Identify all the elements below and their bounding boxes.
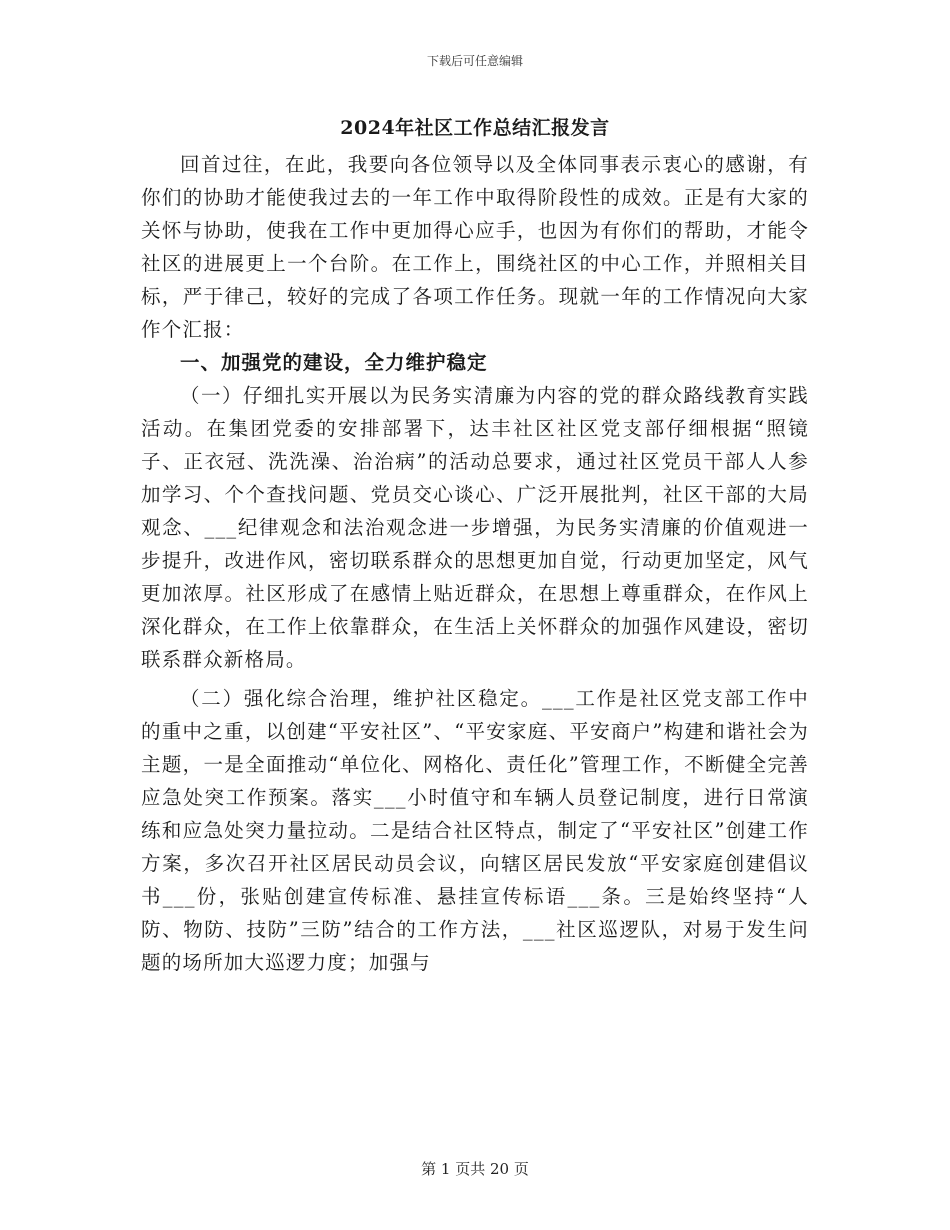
page-footer: 第 1 页共 20 页 (421, 1160, 529, 1178)
page-header-note: 下载后可任意编辑 (426, 54, 523, 68)
paragraph-2: （二）强化综合治理，维护社区稳定。___工作是社区党支部工作中的重中之重，以创建“平安社区”、“平安家庭、平安商户”构建和谐社会为主题，一是全面推动“单位化、网格化、责任化”管理工作，不断健全完善应急处突工作预案。落实___小时值守和车辆人员登记制度，进行日常演练和应急处突力量拉动。二是结合社区特点，制定了“平安社区”创建工作方案，多次召开社区居民动员会议，向辖区居民发放“平安家庭创建倡议书___份，张贴创建宣传标准、悬挂宣传标语___条。三是始终坚持“人防、物防、技防”三防”结合的工作方法，___社区巡逻队，对易于发生问题的场所加大巡逻力度；加强与 (141, 687, 809, 974)
document-title: 2024年社区工作总结汇报发言 (340, 117, 610, 139)
section-heading-1: 一、加强党的建设，全力维护稳定 (180, 351, 488, 374)
paragraph-1: （一）仔细扎实开展以为民务实清廉为内容的党的群众路线教育实践活动。在集团党委的安排部署下，达丰社区社区党支部仔细根据“照镜子、正衣冠、洗洗澡、治治病”的活动总要求，通过社区党员干部人人参加学习、个个查找问题、党员交心谈心、广泛开展批判，社区干部的大局观念、___纪律观念和法治观念进一步增强，为民务实清廉的价值观进一步提升，改进作风，密切联系群众的思想更加自觉，行动更加坚定，风气更加浓厚。社区形成了在感情上贴近群众，在思想上尊重群众，在作风上深化群众，在工作上依靠群众，在生活上关怀群众的加强作风建设，密切联系群众新格局。 (141, 384, 809, 671)
document-body (141, 148, 809, 979)
intro-paragraph: 回首过往，在此，我要向各位领导以及全体同事表示衷心的感谢，有你们的协助才能使我过去的一年工作中取得阶段性的成效。正是有大家的关怀与协助，使我在工作中更加得心应手，也因为有你们的帮助，才能令社区的进展更上一个台阶。在工作上，围绕社区的中心工作，并照相关目标，严于律己，较好的完成了各项工作任务。现就一年的工作情况向大家作个汇报： (141, 153, 809, 341)
